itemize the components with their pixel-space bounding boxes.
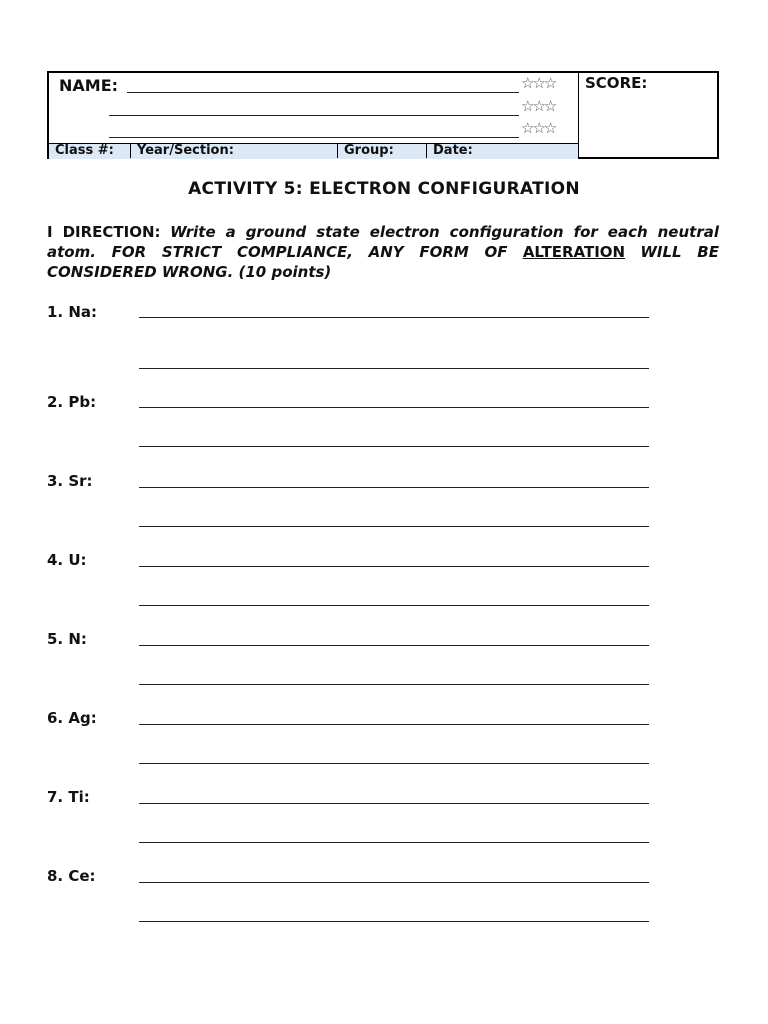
star-rating-icon: ☆☆☆ — [521, 74, 556, 92]
answer-line[interactable] — [139, 684, 649, 685]
star-rating-icon: ☆☆☆ — [521, 119, 556, 137]
answer-line[interactable] — [139, 446, 649, 447]
answer-line[interactable] — [139, 317, 649, 318]
answer-line[interactable] — [139, 882, 649, 883]
name-field[interactable] — [127, 92, 519, 93]
class-number-cell[interactable] — [49, 144, 130, 158]
year-section-label: Year/Section: — [137, 143, 234, 158]
group-label: Group: — [344, 143, 394, 158]
class-number-label: Class #: — [55, 143, 114, 158]
directions-emphasis: ALTERATION — [522, 243, 626, 261]
answer-line[interactable] — [139, 605, 649, 606]
name-field[interactable] — [109, 137, 519, 138]
answer-line[interactable] — [139, 487, 649, 488]
date-cell[interactable] — [426, 144, 578, 158]
header-box — [47, 71, 719, 159]
group-cell[interactable] — [337, 144, 426, 158]
year-section-cell[interactable] — [130, 144, 337, 158]
directions-closing: WILL BE CONSIDERED WRONG. (10 points) — [47, 243, 719, 281]
name-area — [49, 73, 578, 143]
question-label: 2. Pb: — [47, 393, 97, 411]
question-label: 5. N: — [47, 630, 87, 648]
directions-lead: I DIRECTION: — [47, 223, 161, 241]
question-label: 1. Na: — [47, 303, 98, 321]
answer-line[interactable] — [139, 566, 649, 567]
score-label: SCORE: — [585, 74, 648, 92]
name-field[interactable] — [109, 115, 519, 116]
answer-line[interactable] — [139, 763, 649, 764]
question-label: 7. Ti: — [47, 788, 90, 806]
name-label: NAME: — [59, 76, 119, 95]
directions — [47, 222, 719, 282]
answer-line[interactable] — [139, 368, 649, 369]
score-cell[interactable] — [578, 73, 719, 159]
activity-title: ACTIVITY 5: ELECTRON CONFIGURATION — [188, 179, 580, 199]
answer-line[interactable] — [139, 526, 649, 527]
star-rating-icon: ☆☆☆ — [521, 97, 556, 115]
question-label: 6. Ag: — [47, 709, 97, 727]
date-label: Date: — [433, 143, 473, 158]
directions-instruction: Write a ground state electron configuration for each neutral atom. FOR STRICT COMPLIANCE, ANY FORM OF — [47, 223, 719, 261]
answer-line[interactable] — [139, 842, 649, 843]
info-row — [49, 143, 578, 159]
answer-line[interactable] — [139, 645, 649, 646]
question-label: 3. Sr: — [47, 472, 93, 490]
answer-line[interactable] — [139, 724, 649, 725]
question-label: 4. U: — [47, 551, 87, 569]
question-label: 8. Ce: — [47, 867, 96, 885]
answer-line[interactable] — [139, 803, 649, 804]
answer-line[interactable] — [139, 921, 649, 922]
answer-line[interactable] — [139, 407, 649, 408]
